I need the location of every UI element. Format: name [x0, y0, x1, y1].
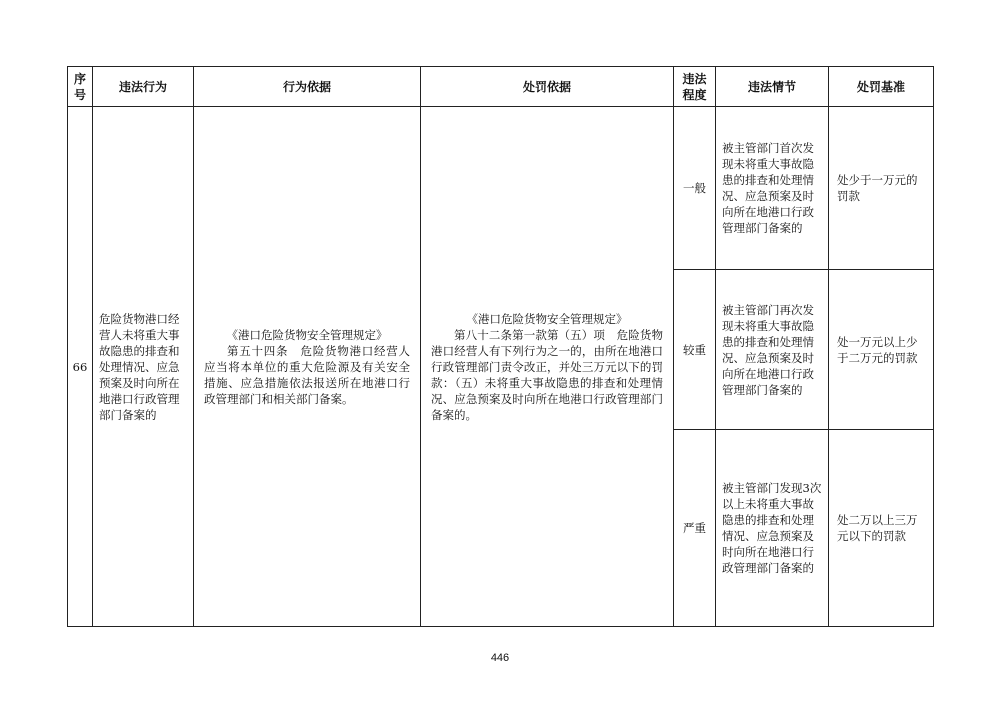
- standard-severe: 处二万以上三万元以下的罚款: [829, 430, 934, 627]
- penalty-basis-body: 第八十二条第一款第（五）项 危险货物港口经营人有下列行为之一的，由所在地港口行政管理部门责令改正，并处三万元以下的罚款：（五）未将重大事故隐患的排查和处理情况、应急预案及时向所在地港口行政管理部门备案的。: [431, 327, 663, 422]
- degree-severe: 严重: [674, 430, 716, 627]
- header-behavior: 违法行为: [93, 67, 194, 107]
- standard-serious: 处一万元以上少于二万元的罚款: [829, 270, 934, 430]
- conduct-basis-body: 第五十四条 危险货物港口经营人应当将本单位的重大危险源及有关安全措施、应急措施依法报送所在地港口行政管理部门和相关部门备案。: [204, 343, 410, 406]
- header-degree: 违法程度: [674, 67, 716, 107]
- row-behavior: 危险货物港口经营人未将重大事故隐患的排查和处理情况、应急预案及时向所在地港口行政管理部门备案的: [93, 107, 194, 627]
- row-seq: 66: [68, 107, 93, 627]
- page-number: 446: [490, 652, 510, 664]
- circumstance-serious: 被主管部门再次发现未将重大事故隐患的排查和处理情况、应急预案及时向所在地港口行政管理部门备案的: [716, 270, 829, 430]
- row-penalty-basis: [421, 107, 674, 627]
- conduct-basis-title: 《港口危险货物安全管理规定》: [226, 327, 388, 342]
- header-conduct-basis: 行为依据: [194, 67, 421, 107]
- degree-general: 一般: [674, 107, 716, 270]
- header-circumstance: 违法情节: [716, 67, 829, 107]
- circumstance-general: 被主管部门首次发现未将重大事故隐患的排查和处理情况、应急预案及时向所在地港口行政管理部门备案的: [716, 107, 829, 270]
- header-seq: 序号: [68, 67, 93, 107]
- penalty-standard-table: [67, 66, 934, 627]
- circumstance-severe: 被主管部门发现3次以上未将重大事故隐患的排查和处理情况、应急预案及时向所在地港口行政管理部门备案的: [716, 430, 829, 627]
- header-row: [68, 67, 934, 107]
- degree-serious: 较重: [674, 270, 716, 430]
- table-row: [68, 107, 934, 270]
- header-standard: 处罚基准: [829, 67, 934, 107]
- row-conduct-basis: [194, 107, 421, 627]
- penalty-basis-title: 《港口危险货物安全管理规定》: [466, 311, 628, 326]
- header-penalty-basis: 处罚依据: [421, 67, 674, 107]
- standard-general: 处少于一万元的罚款: [829, 107, 934, 270]
